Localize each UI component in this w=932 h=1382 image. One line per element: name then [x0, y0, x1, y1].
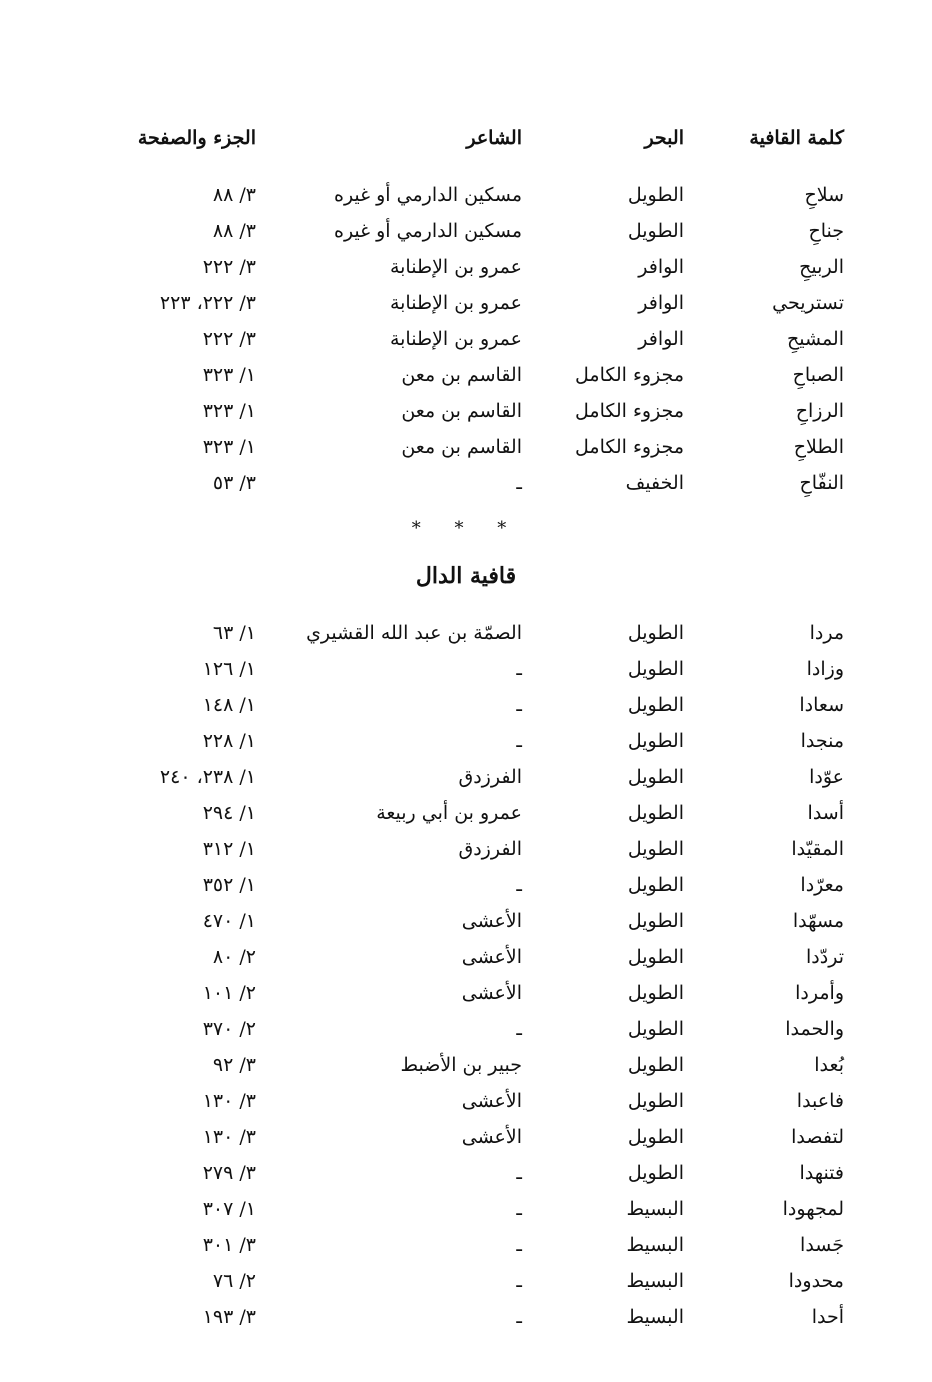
- meter: الطويل: [627, 982, 684, 1004]
- poet: الأعشى: [461, 910, 522, 932]
- table-row: [0, 903, 932, 939]
- meter: الطويل: [627, 802, 684, 824]
- meter: الطويل: [627, 658, 684, 680]
- table-row: [0, 795, 932, 831]
- poet: ـ: [516, 1306, 522, 1328]
- volume-page: ١/ ٣٢٣: [202, 436, 256, 458]
- meter: الوافر: [638, 292, 684, 314]
- table-row: [0, 867, 932, 903]
- section-title-dal: قافية الدال: [415, 563, 517, 589]
- table-row: [0, 1191, 932, 1227]
- rhyme-word: الطلاحِ: [793, 436, 844, 458]
- volume-page: ٣/ ٢٢٢: [202, 256, 256, 278]
- table-row: [0, 1263, 932, 1299]
- poet: ـ: [516, 1018, 522, 1040]
- rhyme-word: وأمردا: [795, 982, 844, 1004]
- table-row: [0, 1299, 932, 1335]
- volume-page: ١/ ٢٢٨: [202, 730, 256, 752]
- table-row: [0, 939, 932, 975]
- meter: مجزوء الكامل: [575, 364, 684, 386]
- rhyme-word: لمجهودا: [782, 1198, 844, 1220]
- table-header: [0, 120, 932, 156]
- header-meter: البحر: [644, 127, 684, 149]
- poet: الفرزدق: [458, 838, 522, 860]
- rhyme-word: منجدا: [800, 730, 844, 752]
- volume-page: ٣/ ٣٠١: [202, 1234, 256, 1256]
- volume-page: ١/ ٢٩٤: [202, 802, 256, 824]
- poet: الأعشى: [461, 1126, 522, 1148]
- rhyme-word: جَسدا: [800, 1234, 844, 1256]
- rhyme-word: لتفصدا: [791, 1126, 844, 1148]
- table-row: [0, 831, 932, 867]
- poet: ـ: [516, 1234, 522, 1256]
- table-row: [0, 615, 932, 651]
- rhyme-word: الرزاحِ: [795, 400, 844, 422]
- rhyme-word: بُعدا: [814, 1054, 844, 1076]
- meter: الطويل: [627, 1018, 684, 1040]
- volume-page: ١/ ١٢٦: [202, 658, 256, 680]
- table-row: [0, 723, 932, 759]
- volume-page: ٣/ ٢٢٢: [202, 328, 256, 350]
- rhyme-word: المقيّدا: [791, 838, 844, 860]
- meter: الوافر: [638, 328, 684, 350]
- poet: الفرزدق: [458, 766, 522, 788]
- header-poet: الشاعر: [466, 127, 522, 149]
- volume-page: ٢/ ١٠١: [202, 982, 256, 1004]
- meter: البسيط: [626, 1234, 684, 1256]
- volume-page: ٣/ ١٣٠: [202, 1126, 256, 1148]
- rhyme-word: النفّاحِ: [799, 472, 844, 494]
- poet: القاسم بن معن: [401, 364, 522, 386]
- table-row: [0, 759, 932, 795]
- meter: الطويل: [627, 694, 684, 716]
- poet: عمرو بن الإطنابة: [389, 292, 522, 314]
- volume-page: ٢/ ٧٦: [212, 1270, 256, 1292]
- poet: ـ: [516, 1162, 522, 1184]
- table-row: [0, 177, 932, 213]
- header-rhyme-word: كلمة القافية: [749, 127, 844, 149]
- volume-page: ٣/ ٢٢٢، ٢٢٣: [159, 292, 256, 314]
- poet: ـ: [516, 694, 522, 716]
- poet: الأعشى: [461, 1090, 522, 1112]
- table-row: [0, 1011, 932, 1047]
- rhyme-word: الصباحِ: [792, 364, 844, 386]
- volume-page: ١/ ٣١٢: [202, 838, 256, 860]
- rhyme-word: الربيحِ: [799, 256, 844, 278]
- poet: عمرو بن أبي ربيعة: [376, 802, 522, 824]
- volume-page: ١/ ٣٢٣: [202, 400, 256, 422]
- poet: القاسم بن معن: [401, 436, 522, 458]
- volume-page: ٣/ ١٩٣: [202, 1306, 256, 1328]
- poet: ـ: [516, 658, 522, 680]
- section-separator: * * *: [411, 518, 521, 539]
- volume-page: ٣/ ٢٧٩: [202, 1162, 256, 1184]
- meter: الطويل: [627, 1162, 684, 1184]
- table-row: [0, 249, 932, 285]
- meter: مجزوء الكامل: [575, 436, 684, 458]
- poet: ـ: [516, 730, 522, 752]
- poet: الأعشى: [461, 946, 522, 968]
- volume-page: ٣/ ٩٢: [212, 1054, 256, 1076]
- volume-page: ٣/ ١٣٠: [202, 1090, 256, 1112]
- meter: الطويل: [627, 184, 684, 206]
- rhyme-word: فاعبدا: [796, 1090, 844, 1112]
- volume-page: ١/ ١٤٨: [202, 694, 256, 716]
- volume-page: ٢/ ٣٧٠: [202, 1018, 256, 1040]
- rhyme-word: أحدا: [811, 1306, 844, 1328]
- rhyme-word: عوّدا: [809, 766, 844, 788]
- table-row: [0, 285, 932, 321]
- table-row: [0, 1047, 932, 1083]
- table-row: [0, 1083, 932, 1119]
- rhyme-word: مردا: [809, 622, 844, 644]
- table-row: [0, 393, 932, 429]
- poet: ـ: [516, 1270, 522, 1292]
- volume-page: ١/ ٣٢٣: [202, 364, 256, 386]
- table-row: [0, 651, 932, 687]
- meter: البسيط: [626, 1198, 684, 1220]
- poet: مسكين الدارمي أو غيره: [333, 220, 522, 242]
- rhyme-word: معرّدا: [800, 874, 844, 896]
- meter: البسيط: [626, 1270, 684, 1292]
- poet: ـ: [516, 1198, 522, 1220]
- rhyme-word: المشيحِ: [787, 328, 844, 350]
- rhyme-word: سلاحِ: [804, 184, 844, 206]
- poet: جبير بن الأضبط: [400, 1054, 522, 1076]
- rhyme-word: جناحِ: [808, 220, 844, 242]
- meter: الطويل: [627, 220, 684, 242]
- table-row: [0, 1227, 932, 1263]
- poet: ـ: [516, 874, 522, 896]
- meter: الطويل: [627, 1090, 684, 1112]
- poet: عمرو بن الإطنابة: [389, 328, 522, 350]
- volume-page: ١/ ٣٠٧: [202, 1198, 256, 1220]
- volume-page: ١/ ٦٣: [212, 622, 256, 644]
- meter: مجزوء الكامل: [575, 400, 684, 422]
- rhyme-word: تردّدا: [806, 946, 844, 968]
- meter: الطويل: [627, 766, 684, 788]
- table-row: [0, 687, 932, 723]
- volume-page: ١/ ٢٣٨، ٢٤٠: [159, 766, 256, 788]
- meter: الخفيف: [625, 472, 684, 494]
- rhyme-word: محدودا: [788, 1270, 844, 1292]
- meter: الطويل: [627, 838, 684, 860]
- rhyme-word: أسدا: [807, 802, 844, 824]
- meter: الطويل: [627, 874, 684, 896]
- table-row: [0, 357, 932, 393]
- rhyme-word: فتنهدا: [799, 1162, 844, 1184]
- volume-page: ٣/ ٨٨: [212, 184, 256, 206]
- volume-page: ٢/ ٨٠: [212, 946, 256, 968]
- table-row: [0, 1155, 932, 1191]
- rhyme-word: وزادا: [806, 658, 844, 680]
- meter: الطويل: [627, 910, 684, 932]
- meter: الوافر: [638, 256, 684, 278]
- poet: ـ: [516, 472, 522, 494]
- meter: الطويل: [627, 946, 684, 968]
- table-row: [0, 1119, 932, 1155]
- header-volume-page: الجزء والصفحة: [137, 127, 256, 149]
- table-row: [0, 321, 932, 357]
- volume-page: ٣/ ٥٣: [212, 472, 256, 494]
- meter: الطويل: [627, 1126, 684, 1148]
- rhyme-word: والحمدا: [785, 1018, 844, 1040]
- rhyme-word: مسهّدا: [792, 910, 844, 932]
- rhyme-word: تستريحي: [772, 292, 844, 314]
- meter: الطويل: [627, 1054, 684, 1076]
- poet: عمرو بن الإطنابة: [389, 256, 522, 278]
- meter: الطويل: [627, 730, 684, 752]
- poet: الأعشى: [461, 982, 522, 1004]
- volume-page: ١/ ٤٧٠: [202, 910, 256, 932]
- table-row: [0, 429, 932, 465]
- meter: الطويل: [627, 622, 684, 644]
- poet: القاسم بن معن: [401, 400, 522, 422]
- poet: الصمّة بن عبد الله القشيري: [306, 622, 522, 644]
- poet: مسكين الدارمي أو غيره: [333, 184, 522, 206]
- meter: البسيط: [626, 1306, 684, 1328]
- volume-page: ١/ ٣٥٢: [202, 874, 256, 896]
- table-row: [0, 975, 932, 1011]
- table-row: [0, 213, 932, 249]
- volume-page: ٣/ ٨٨: [212, 220, 256, 242]
- table-row: [0, 465, 932, 501]
- rhyme-word: سعادا: [799, 694, 844, 716]
